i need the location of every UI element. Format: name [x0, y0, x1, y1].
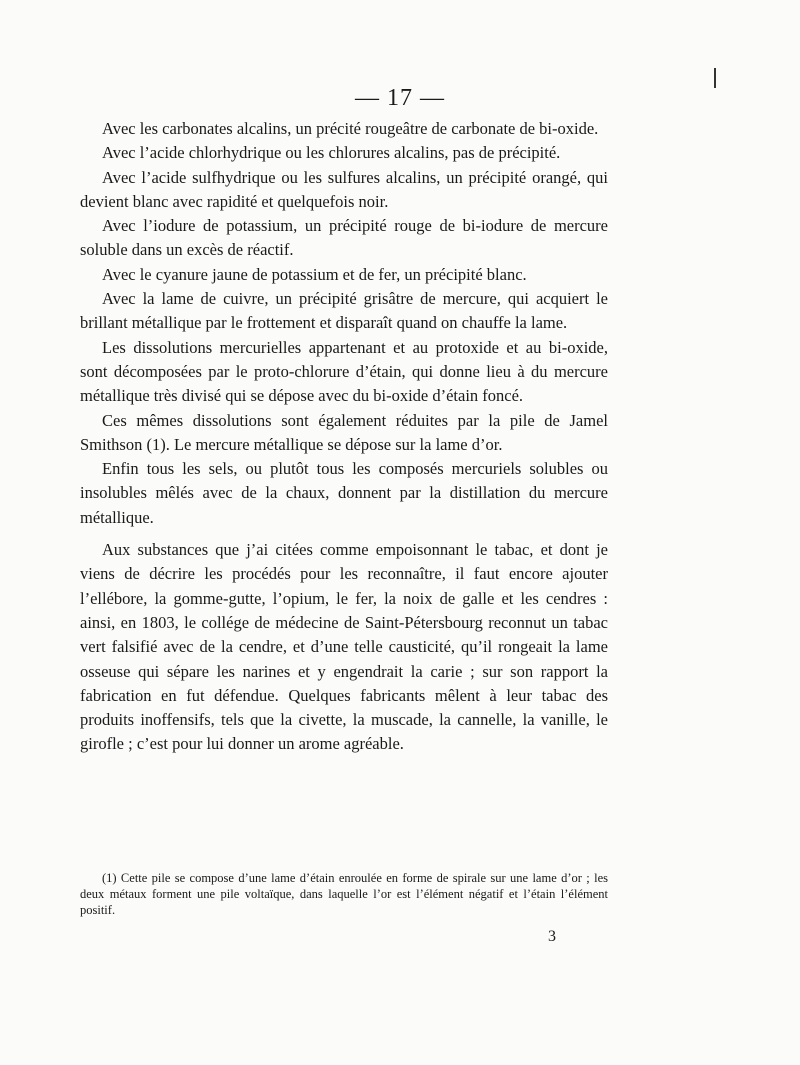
paragraph-cyanure: Avec le cyanure jaune de potassium et de fer, un précipité blanc. — [102, 264, 527, 284]
signature-mark: 3 — [548, 928, 556, 945]
paragraph-cuivre: Avec la lame de cuivre, un précipité grisâtre de mercure, qui acquiert le brillant métallique par le frottement et disparaît quand on chauffe la lame. — [80, 289, 608, 333]
paragraph-dissolutions: Les dissolutions mercurielles appartenant et au protoxide et au bi-oxide, sont décomposées par le proto-chlorure d’étain, qui donne lieu à du mercure métallique très divisé qui se dépose avec du bi-oxide d’étain foncé. — [80, 337, 608, 406]
page-edge-mark — [714, 68, 716, 88]
footnotes — [80, 870, 608, 918]
paragraph-substances: Aux substances que j’ai citées comme empoisonnant le tabac, et dont je viens de décrire les procédés pour les reconnaître, il faut encore ajouter l’ellébore, la gomme-gutte, l’opium, le fer, la noix de galle et les cendres : ainsi, en 1803, le collége de médecine de Saint-Pétersbourg reconnut un tabac vert falsifié avec de la cendre, et d’une telle causticité, qu’il rongeait la lame osseuse qui sépare les narines et y engendrait la carie ; sur son rapport la fabrication en fut défendue. Quelques fabricants mêlent à leur tabac des produits inoffensifs, tels que la civette, la muscade, la cannelle, la vanille, le girofle ; c’est pour lui donner un arome agréable. — [80, 540, 608, 754]
paragraph-chlorhydrique: Avec l’acide chlorhydrique ou les chlorures alcalins, pas de précipité. — [102, 143, 561, 163]
paragraph-sulfhydrique: Avec l’acide sulfhydrique ou les sulfures alcalins, un précipité orangé, qui devient blanc avec rapidité et quelquefois noir. — [80, 167, 608, 211]
paragraph-iodure: Avec l’iodure de potassium, un précipité rouge de bi-iodure de mercure soluble dans un excès de réactif. — [80, 216, 608, 260]
paragraph-sels: Enfin tous les sels, ou plutôt tous les composés mercuriels solubles ou insolubles mêlés avec de la chaux, donnent par la distillation du mercure métallique. — [80, 459, 608, 527]
paragraph-carbonates: Avec les carbonates alcalins, un précité rougeâtre de carbonate de bi-oxide. — [102, 119, 599, 138]
footnote-1: (1) Cette pile se compose d’une lame d’étain enroulée en forme de spirale sur une lame d’or ; les deux métaux forment une pile voltaïque, dans laquelle l’or est l’élément négatif et l’étain l’élément positif. — [80, 871, 608, 917]
main-text — [80, 117, 608, 757]
paragraph-pile: Ces mêmes dissolutions sont également réduites par la pile de Jamel Smithson (1). Le mercure métallique se dépose sur la lame d’or. — [80, 410, 608, 454]
page-number-header: — 17 — — [355, 85, 445, 111]
